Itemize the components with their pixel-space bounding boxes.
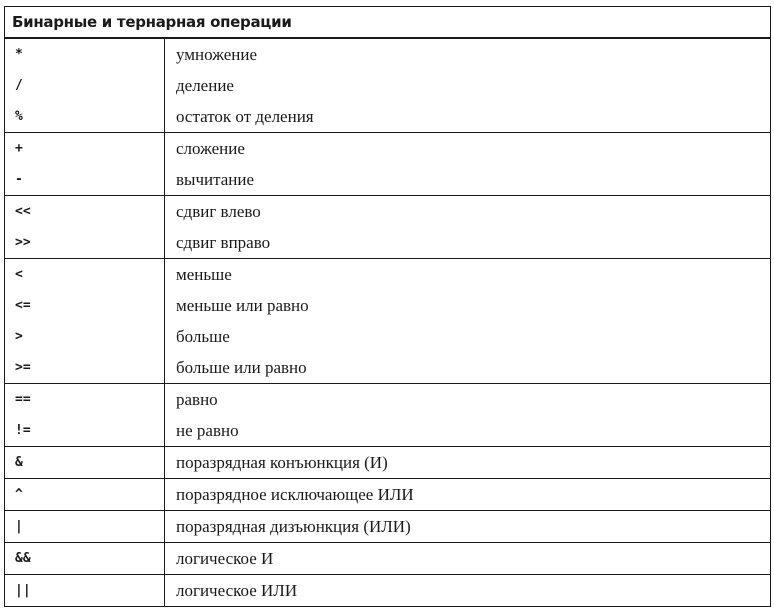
description-column [165, 133, 770, 195]
operator-group [5, 543, 770, 575]
operator-description: не равно [176, 421, 239, 440]
operator-group [5, 384, 770, 447]
operator-symbol: + [15, 141, 23, 156]
operator-symbol: || [15, 583, 31, 598]
operator-description: равно [176, 390, 218, 409]
operator-description: деление [176, 76, 234, 95]
operator-description: меньше [176, 265, 232, 284]
operator-description: больше [176, 327, 230, 346]
operators-table [4, 6, 771, 607]
description-column [165, 511, 770, 542]
operator-description: больше или равно [176, 358, 307, 377]
operator-description: логическое И [176, 549, 274, 568]
operator-symbol: & [15, 455, 23, 470]
operator-description: поразрядная конъюнкция (И) [176, 453, 388, 472]
operator-description: сложение [176, 139, 245, 158]
operator-column [5, 384, 165, 446]
operator-group [5, 39, 770, 133]
table-body [5, 39, 770, 606]
operator-column [5, 259, 165, 383]
operator-description: умножение [176, 45, 258, 64]
operator-symbol: == [15, 392, 31, 407]
operator-symbol: >= [15, 360, 31, 375]
operator-description: поразрядная дизъюнкция (ИЛИ) [176, 517, 411, 536]
operator-group [5, 447, 770, 479]
description-column [165, 543, 770, 574]
operator-description: поразрядное исключающее ИЛИ [176, 485, 414, 504]
operator-column [5, 133, 165, 195]
operator-group [5, 259, 770, 384]
operator-column [5, 39, 165, 132]
operator-group [5, 479, 770, 511]
operator-symbol: ^ [15, 487, 23, 502]
operator-group [5, 511, 770, 543]
operator-column [5, 447, 165, 478]
operator-symbol: && [15, 551, 31, 566]
operator-column [5, 543, 165, 574]
operator-column [5, 575, 165, 606]
operator-symbol: >> [15, 235, 31, 250]
operator-symbol: / [15, 78, 23, 93]
operator-description: остаток от деления [176, 107, 314, 126]
operator-symbol: % [15, 109, 23, 124]
description-column [165, 39, 770, 132]
description-column [165, 447, 770, 478]
operator-symbol: - [15, 172, 23, 187]
operator-column [5, 196, 165, 258]
operator-symbol: <= [15, 298, 31, 313]
description-column [165, 575, 770, 606]
operator-symbol: != [15, 423, 31, 438]
operator-column [5, 479, 165, 510]
description-column [165, 196, 770, 258]
operator-description: логическое ИЛИ [176, 581, 298, 600]
description-column [165, 259, 770, 383]
operator-description: меньше или равно [176, 296, 309, 315]
description-column [165, 384, 770, 446]
table-title: Бинарные и тернарная операции [5, 7, 770, 39]
operator-symbol: * [15, 47, 23, 62]
operator-description: вычитание [176, 170, 255, 189]
operator-group [5, 575, 770, 606]
operator-symbol: > [15, 329, 23, 344]
operator-description: сдвиг влево [176, 202, 261, 221]
operator-symbol: | [15, 519, 23, 534]
operator-group [5, 196, 770, 259]
operator-group [5, 133, 770, 196]
operator-description: сдвиг вправо [176, 233, 271, 252]
description-column [165, 479, 770, 510]
operator-column [5, 511, 165, 542]
operator-symbol: < [15, 267, 23, 282]
operator-symbol: << [15, 204, 31, 219]
